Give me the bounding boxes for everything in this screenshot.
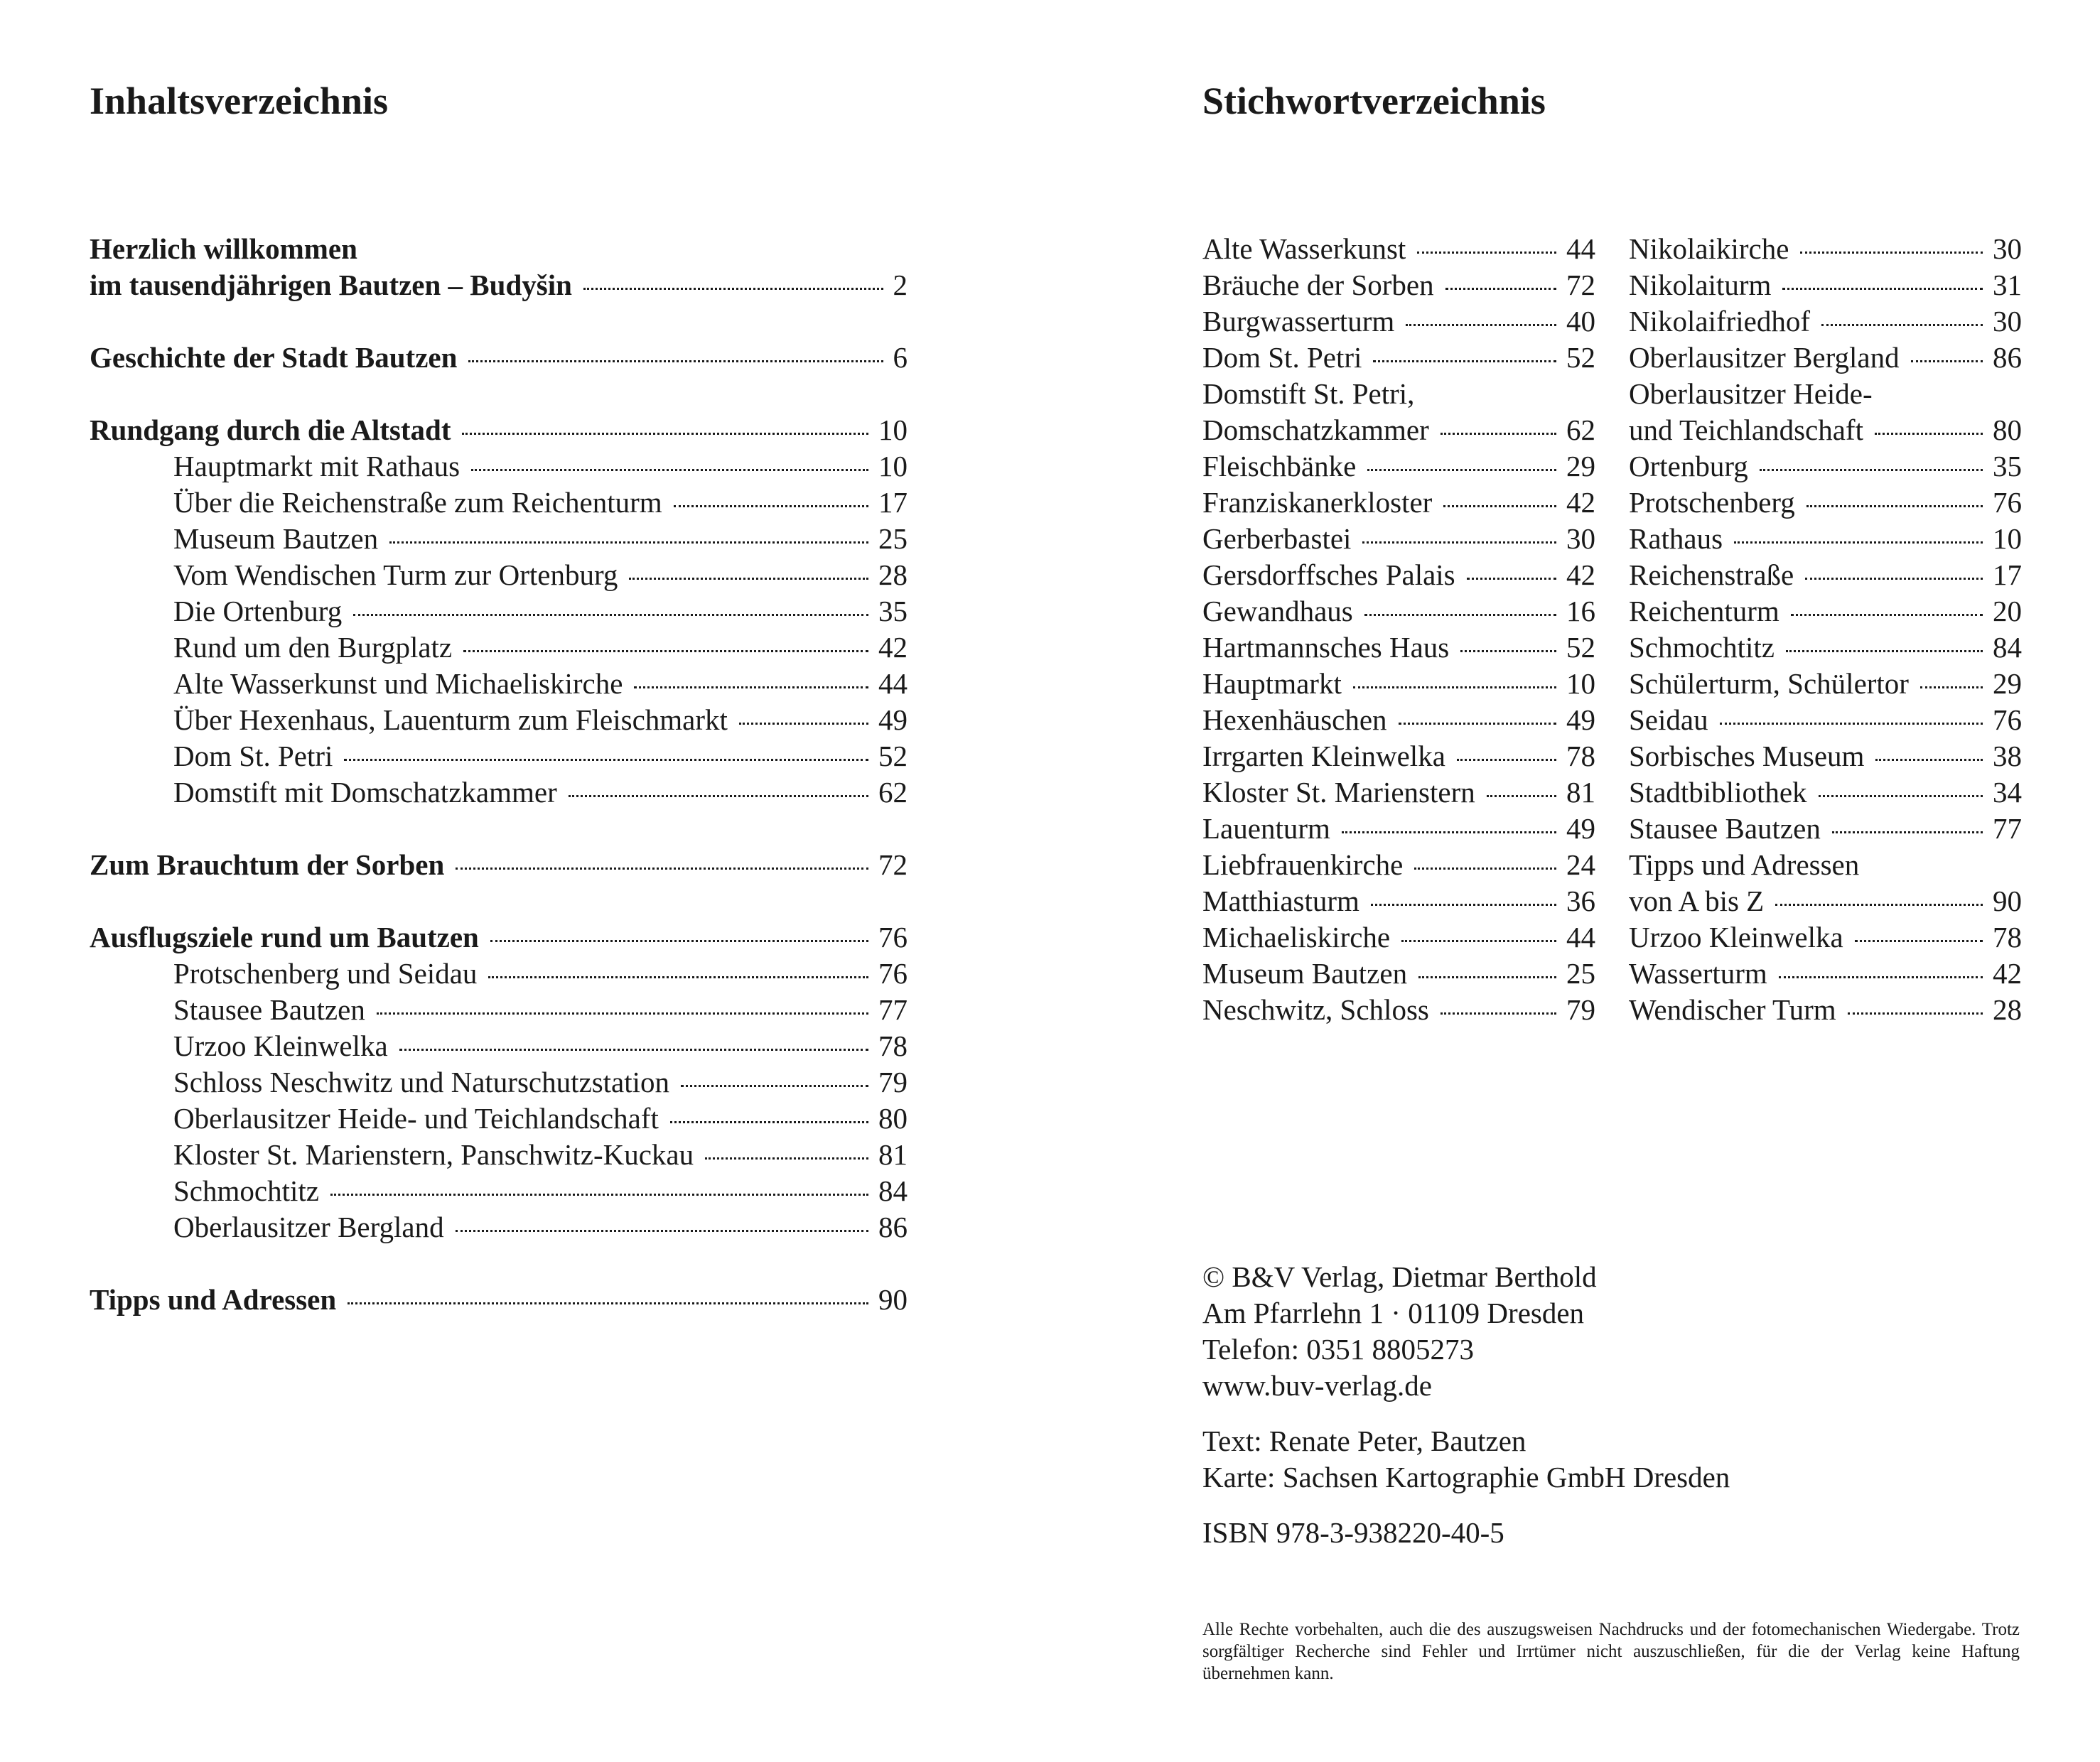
index-entry [1629, 231, 2022, 267]
index-entry-first-line: Tipps und Adressen [1629, 848, 1860, 881]
index-entry [1202, 448, 1595, 485]
index-dot-leader [1920, 686, 1983, 688]
index-entry [1629, 303, 2022, 340]
toc-dot-leader [348, 1302, 868, 1304]
index-page-number: 24 [1566, 848, 1595, 881]
toc-entry-label: im tausendjährigen Bautzen – Budyšin [90, 269, 572, 301]
toc-entry-label: Ausflugsziele rund um Bautzen [90, 921, 479, 953]
index-entry [1629, 774, 2022, 811]
imprint-isbn: ISBN 978-3-938220-40-5 [1202, 1516, 1504, 1549]
index-entry [1629, 557, 2022, 593]
index-dot-leader [1401, 940, 1556, 942]
toc-dot-leader [399, 1049, 868, 1051]
index-entry [1202, 412, 1595, 448]
toc-title: Inhaltsverzeichnis [90, 80, 389, 122]
index-entry-label: Wendischer Turm [1629, 993, 1836, 1026]
index-page-number: 49 [1566, 812, 1595, 845]
index-page-number: 84 [1993, 631, 2022, 664]
index-page-number: 52 [1566, 341, 1595, 374]
index-entry-label: Kloster St. Marienstern [1202, 776, 1475, 809]
toc-page-number: 44 [878, 667, 908, 700]
index-entry-label: Fleischbänke [1202, 450, 1357, 482]
toc-dot-leader [583, 288, 883, 290]
toc-entry [173, 1064, 908, 1101]
index-entry [1202, 593, 1595, 629]
toc-page-number: 79 [878, 1066, 908, 1098]
index-entry-label: Michaeliskirche [1202, 921, 1391, 953]
index-dot-leader [1418, 976, 1556, 978]
toc-entry [173, 666, 908, 702]
toc-page-number: 28 [878, 558, 908, 591]
index-entry-label: Rathaus [1629, 522, 1723, 555]
index-dot-leader [1367, 469, 1556, 471]
toc-page-number: 17 [878, 486, 908, 519]
toc-dot-leader [471, 469, 868, 471]
toc-dot-leader [681, 1085, 868, 1087]
index-entry [1202, 666, 1595, 702]
index-entry-label: Oberlausitzer Bergland [1629, 341, 1900, 374]
index-dot-leader [1457, 759, 1556, 761]
index-page-number: 28 [1993, 993, 2022, 1026]
toc-entry-label: Geschichte der Stadt Bautzen [90, 341, 458, 374]
index-page-number: 38 [1993, 740, 2022, 772]
index-entry [1202, 267, 1595, 303]
index-dot-leader [1779, 976, 1983, 978]
index-entry [1202, 702, 1595, 738]
index-entry-label: Hauptmarkt [1202, 667, 1342, 700]
index-dot-leader [1855, 940, 1983, 942]
index-entry-label: Domschatzkammer [1202, 414, 1429, 446]
toc-entry [173, 521, 908, 557]
index-entry-label: Bräuche der Sorben [1202, 269, 1434, 301]
index-entry [1202, 738, 1595, 774]
index-dot-leader [1791, 614, 1983, 616]
toc-page-number: 62 [878, 776, 908, 809]
toc-entry [173, 774, 908, 811]
index-page-number: 78 [1993, 921, 2022, 953]
index-dot-leader [1414, 868, 1556, 870]
toc-page-number: 52 [878, 740, 908, 772]
toc-entry [173, 593, 908, 629]
index-dot-leader [1806, 505, 1983, 507]
index-entry-label: von A bis Z [1629, 885, 1765, 917]
index-entry [1629, 521, 2022, 557]
toc-page-number: 6 [893, 341, 908, 374]
index-entry-label: Nikolaifriedhof [1629, 305, 1811, 337]
index-dot-leader [1371, 904, 1556, 906]
index-entry-label: Nikolaikirche [1629, 232, 1789, 265]
toc-dot-leader [488, 976, 868, 978]
index-entry [1202, 992, 1595, 1028]
index-page-number: 10 [1566, 667, 1595, 700]
index-page-number: 76 [1993, 486, 2022, 519]
toc-entry [173, 1209, 908, 1245]
toc-entry [173, 485, 908, 521]
index-entry-first-line: Domstift St. Petri, [1202, 377, 1415, 410]
index-entry [1629, 267, 2022, 303]
imprint-address: Am Pfarrlehn 1 · 01109 Dresden [1202, 1297, 1585, 1329]
index-entry [1629, 883, 2022, 919]
toc-page-number: 86 [878, 1211, 908, 1243]
index-page-number: 35 [1993, 450, 2022, 482]
index-entry-label: Seidau [1629, 703, 1708, 736]
toc-page-number: 76 [878, 921, 908, 953]
imprint-map-credit: Karte: Sachsen Kartographie GmbH Dresden [1202, 1461, 1730, 1493]
index-entry [1202, 919, 1595, 956]
index-dot-leader [1786, 650, 1983, 652]
index-entry-label: und Teichlandschaft [1629, 414, 1863, 446]
toc-dot-leader [569, 795, 868, 797]
index-entry [1629, 666, 2022, 702]
index-entry [1629, 992, 2022, 1028]
toc-dot-leader [739, 723, 868, 725]
index-page-number: 30 [1566, 522, 1595, 555]
index-entry-label: Burgwasserturm [1202, 305, 1395, 337]
index-entry [1202, 303, 1595, 340]
toc-page-number: 90 [878, 1283, 908, 1316]
toc-entry-label: Museum Bautzen [173, 522, 379, 555]
index-entry-first-line: Oberlausitzer Heide- [1629, 377, 1873, 410]
toc-entry-label: Kloster St. Marienstern, Panschwitz-Kuckau [173, 1138, 694, 1171]
index-dot-leader [1911, 360, 1983, 362]
index-entry [1629, 448, 2022, 485]
index-entry [1629, 485, 2022, 521]
toc-dot-leader [344, 759, 868, 761]
index-dot-leader [1364, 614, 1556, 616]
index-entry [1629, 593, 2022, 629]
index-page-number: 40 [1566, 305, 1595, 337]
index-entry-label: Hexenhäuschen [1202, 703, 1387, 736]
toc-dot-leader [377, 1012, 868, 1015]
index-dot-leader [1760, 469, 1983, 471]
toc-page-number: 10 [878, 414, 908, 446]
index-entry-label: Nikolaiturm [1629, 269, 1772, 301]
index-entry [1202, 485, 1595, 521]
imprint-rights: Alle Rechte vorbehalten, auch die des auszugsweisen Nachdrucks und der fotomechanischen Wiedergabe. Trotz sorgfältiger Recherche sind Fehler und Irrtümer nicht auszuschließen, für die der Verlag keine Haftung übernehmen kann. [1202, 1620, 2020, 1683]
toc-page-number: 84 [878, 1174, 908, 1207]
index-dot-leader [1832, 831, 1983, 833]
index-page-number: 42 [1566, 486, 1595, 519]
index-entry [1202, 557, 1595, 593]
toc-entry-label: Schmochtitz [173, 1174, 319, 1207]
toc-entry-label: Dom St. Petri [173, 740, 333, 772]
index-dot-leader [1720, 723, 1983, 725]
index-entry-label: Stausee Bautzen [1629, 812, 1821, 845]
toc-page-number: 81 [878, 1138, 908, 1171]
index-dot-leader [1445, 288, 1556, 290]
index-dot-leader [1775, 904, 1983, 906]
index-entry [1629, 956, 2022, 992]
toc-page-number: 72 [878, 848, 908, 881]
index-page-number: 80 [1993, 414, 2022, 446]
index-page-number: 25 [1566, 957, 1595, 990]
index-page-number: 34 [1993, 776, 2022, 809]
index-entry-label: Reichenturm [1629, 595, 1779, 627]
toc-entry-label: Domstift mit Domschatzkammer [173, 776, 557, 809]
toc-dot-leader [705, 1157, 868, 1160]
toc-entry-label: Rundgang durch die Altstadt [90, 414, 451, 446]
toc-entry-label: Die Ortenburg [173, 595, 343, 627]
toc-entry-label: Tipps und Adressen [90, 1283, 337, 1316]
index-page-number: 49 [1566, 703, 1595, 736]
toc-entry [173, 702, 908, 738]
index-page-number: 31 [1993, 269, 2022, 301]
index-dot-leader [1782, 288, 1983, 290]
index-entry [1202, 883, 1595, 919]
toc-page-number: 76 [878, 957, 908, 990]
toc-entry [173, 1028, 908, 1064]
index-dot-leader [1362, 541, 1556, 544]
index-entry [1629, 738, 2022, 774]
index-entry [1202, 340, 1595, 376]
index-dot-leader [1487, 795, 1556, 797]
index-entry [1629, 702, 2022, 738]
index-dot-leader [1819, 795, 1983, 797]
toc-page-number: 80 [878, 1102, 908, 1135]
toc-entry [173, 557, 908, 593]
toc-entry-label: Oberlausitzer Heide- und Teichlandschaft [173, 1102, 659, 1135]
index-page-number: 42 [1566, 558, 1595, 591]
index-dot-leader [1734, 541, 1983, 544]
index-entry-label: Stadtbibliothek [1629, 776, 1807, 809]
index-page-number: 52 [1566, 631, 1595, 664]
index-entry-label: Hartmannsches Haus [1202, 631, 1450, 664]
toc-dot-leader [463, 650, 868, 652]
index-page-number: 72 [1566, 269, 1595, 301]
index-entry [1202, 847, 1595, 883]
index-dot-leader [1800, 252, 1983, 254]
index-entry [1629, 629, 2022, 666]
index-entry-label: Matthiasturm [1202, 885, 1359, 917]
index-entry-label: Ortenburg [1629, 450, 1748, 482]
toc-entry [90, 847, 908, 883]
toc-entry-label: Über Hexenhaus, Lauenturm zum Fleischmarkt [173, 703, 728, 736]
imprint-phone: Telefon: 0351 8805273 [1202, 1333, 1475, 1366]
toc-dot-leader [389, 541, 868, 544]
toc-entry-label: Über die Reichenstraße zum Reichenturm [173, 486, 662, 519]
toc-entry-label: Stausee Bautzen [173, 993, 365, 1026]
index-page-number: 78 [1566, 740, 1595, 772]
index-dot-leader [1441, 433, 1556, 435]
index-entry-label: Schmochtitz [1629, 631, 1775, 664]
index-page-number: 17 [1993, 558, 2022, 591]
index-dot-leader [1875, 433, 1983, 435]
index-page-number: 29 [1566, 450, 1595, 482]
index-page-number: 20 [1993, 595, 2022, 627]
index-entry-label: Reichenstraße [1629, 558, 1794, 591]
imprint-web: www.buv-verlag.de [1202, 1369, 1432, 1402]
index-entry-label: Museum Bautzen [1202, 957, 1408, 990]
toc-dot-leader [674, 505, 868, 507]
toc-dot-leader [634, 686, 868, 688]
toc-entry [90, 412, 908, 448]
index-page-number: 16 [1566, 595, 1595, 627]
index-page-number: 90 [1993, 885, 2022, 917]
index-entry-label: Irrgarten Kleinwelka [1202, 740, 1445, 772]
toc-dot-leader [456, 868, 868, 870]
toc-dot-leader [462, 433, 868, 435]
index-entry [1202, 521, 1595, 557]
index-entry [1629, 811, 2022, 847]
index-page-number: 77 [1993, 812, 2022, 845]
toc-page-number: 10 [878, 450, 908, 482]
index-page-number: 42 [1993, 957, 2022, 990]
index-entry [1202, 629, 1595, 666]
toc-page-number: 2 [893, 269, 908, 301]
index-dot-leader [1467, 578, 1556, 580]
index-dot-leader [1373, 360, 1556, 362]
toc-entry [173, 1101, 908, 1137]
imprint-publisher: © B&V Verlag, Dietmar Berthold [1202, 1260, 1597, 1293]
index-dot-leader [1342, 831, 1556, 833]
index-entry-label: Liebfrauenkirche [1202, 848, 1404, 881]
index-entry-label: Dom St. Petri [1202, 341, 1362, 374]
index-entry-label: Wasserturm [1629, 957, 1767, 990]
toc-entry [90, 267, 908, 303]
index-page-number: 76 [1993, 703, 2022, 736]
index-title: Stichwortverzeichnis [1202, 80, 1546, 122]
toc-page-number: 77 [878, 993, 908, 1026]
toc-entry-label: Zum Brauchtum der Sorben [90, 848, 445, 881]
index-entry-label: Lauenturm [1202, 812, 1330, 845]
index-entry [1202, 774, 1595, 811]
index-page-number: 62 [1566, 414, 1595, 446]
toc-entry [173, 956, 908, 992]
index-page-number: 86 [1993, 341, 2022, 374]
index-dot-leader [1443, 505, 1556, 507]
index-page-number: 30 [1993, 232, 2022, 265]
index-entry-label: Sorbisches Museum [1629, 740, 1865, 772]
toc-entry [173, 1173, 908, 1209]
index-entry-label: Gersdorffsches Palais [1202, 558, 1455, 591]
index-entry-label: Gerberbastei [1202, 522, 1352, 555]
toc-page-number: 25 [878, 522, 908, 555]
index-dot-leader [1399, 723, 1556, 725]
toc-entry [173, 1137, 908, 1173]
index-entry-label: Franziskanerkloster [1202, 486, 1433, 519]
index-dot-leader [1875, 759, 1983, 761]
index-entry [1629, 340, 2022, 376]
index-entry-label: Urzoo Kleinwelka [1629, 921, 1843, 953]
toc-entry [90, 340, 908, 376]
toc-dot-leader [468, 360, 883, 362]
toc-entry [90, 919, 908, 956]
index-entry [1629, 919, 2022, 956]
index-page-number: 30 [1993, 305, 2022, 337]
index-page-number: 44 [1566, 232, 1595, 265]
toc-page-number: 35 [878, 595, 908, 627]
toc-entry [173, 992, 908, 1028]
toc-dot-leader [490, 940, 868, 942]
index-dot-leader [1848, 1012, 1983, 1015]
toc-dot-leader [330, 1194, 868, 1196]
index-entry-label: Gewandhaus [1202, 595, 1353, 627]
toc-dot-leader [629, 578, 868, 580]
index-entry-label: Protschenberg [1629, 486, 1795, 519]
index-entry [1202, 956, 1595, 992]
index-page-number: 29 [1993, 667, 2022, 700]
index-entry [1202, 811, 1595, 847]
toc-welcome-line1: Herzlich willkommen [90, 232, 357, 265]
index-entry-label: Alte Wasserkunst [1202, 232, 1406, 265]
index-entry-label: Schülerturm, Schülertor [1629, 667, 1909, 700]
toc-entry [173, 448, 908, 485]
toc-page-number: 78 [878, 1029, 908, 1062]
toc-entry-label: Urzoo Kleinwelka [173, 1029, 388, 1062]
toc-entry [173, 738, 908, 774]
toc-entry-label: Schloss Neschwitz und Naturschutzstation [173, 1066, 670, 1098]
index-dot-leader [1460, 650, 1556, 652]
index-page-number: 36 [1566, 885, 1595, 917]
toc-entry-label: Vom Wendischen Turm zur Ortenburg [173, 558, 618, 591]
toc-dot-leader [456, 1230, 868, 1232]
toc-dot-leader [353, 614, 868, 616]
toc-entry-label: Oberlausitzer Bergland [173, 1211, 444, 1243]
imprint-text-credit: Text: Renate Peter, Bautzen [1202, 1425, 1526, 1457]
index-page-number: 79 [1566, 993, 1595, 1026]
index-dot-leader [1821, 324, 1983, 326]
index-page-number: 10 [1993, 522, 2022, 555]
toc-entry-label: Protschenberg und Seidau [173, 957, 478, 990]
toc-entry-label: Hauptmarkt mit Rathaus [173, 450, 461, 482]
index-entry-label: Neschwitz, Schloss [1202, 993, 1429, 1026]
toc-entry-label: Alte Wasserkunst und Michaeliskirche [173, 667, 623, 700]
index-dot-leader [1417, 252, 1556, 254]
index-dot-leader [1805, 578, 1983, 580]
toc-page-number: 49 [878, 703, 908, 736]
index-dot-leader [1353, 686, 1556, 688]
index-dot-leader [1406, 324, 1556, 326]
index-dot-leader [1441, 1012, 1556, 1015]
toc-entry-label: Rund um den Burgplatz [173, 631, 453, 664]
toc-entry [173, 629, 908, 666]
index-page-number: 44 [1566, 921, 1595, 953]
index-entry [1202, 231, 1595, 267]
index-entry [1629, 412, 2022, 448]
toc-entry [90, 1282, 908, 1318]
toc-dot-leader [670, 1121, 868, 1123]
toc-page-number: 42 [878, 631, 908, 664]
index-page-number: 81 [1566, 776, 1595, 809]
